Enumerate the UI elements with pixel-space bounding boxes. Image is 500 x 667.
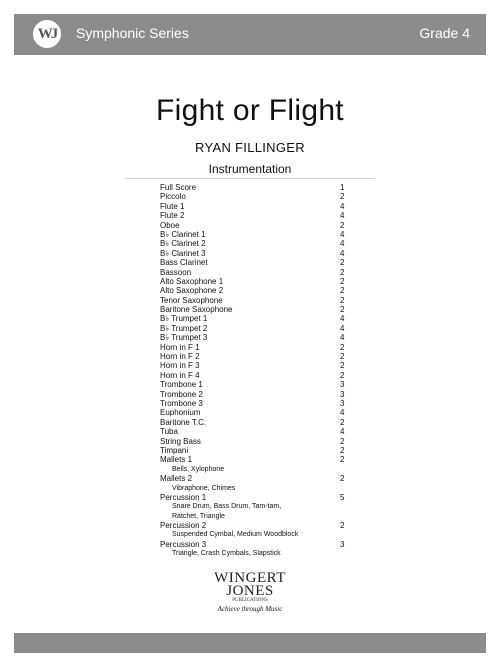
heading-divider: [125, 178, 375, 179]
instrument-name: Full Score: [160, 183, 197, 192]
instrument-row: [160, 268, 350, 277]
instrument-quantity: 4: [340, 201, 345, 211]
instrument-name: B♭ Clarinet 2: [160, 239, 206, 249]
instrument-name: Horn in F 2: [160, 352, 200, 362]
instrument-name: Trombone 1: [160, 380, 203, 390]
instrument-quantity: 4: [340, 333, 345, 343]
instrument-quantity: 5: [340, 492, 345, 502]
instrument-name: Horn in F 1: [160, 342, 200, 352]
instrument-row: [160, 211, 350, 220]
instrument-quantity: 2: [340, 220, 345, 230]
instrument-name: Timpani: [160, 445, 189, 455]
instrument-row: [160, 474, 350, 483]
series-name: Symphonic Series: [76, 25, 189, 41]
instrument-quantity: 4: [340, 211, 345, 221]
instrument-quantity: 4: [340, 239, 345, 249]
instrument-name: Flute 2: [160, 211, 185, 221]
instrument-quantity: 4: [340, 323, 345, 333]
instrument-row: [160, 296, 350, 305]
instrumentation-heading: Instrumentation: [208, 162, 292, 176]
instrument-row: [160, 446, 350, 455]
instrument-quantity: 4: [340, 229, 345, 239]
instrument-quantity: 4: [340, 248, 345, 258]
instrument-row: [160, 314, 350, 323]
instrument-name: Percussion 3: [160, 539, 207, 549]
instrument-quantity: 2: [340, 436, 345, 446]
instrument-name: Tuba: [160, 427, 178, 437]
instrument-name: Tenor Saxophone: [160, 295, 223, 305]
instrument-quantity: 4: [340, 427, 345, 437]
instrument-row: [160, 361, 350, 370]
instrument-row: [160, 324, 350, 333]
instrument-quantity: 2: [340, 258, 345, 268]
instrumentation-list: [160, 183, 350, 559]
publisher-logo: [0, 572, 500, 613]
instrument-row: [160, 521, 350, 530]
instrument-row: [160, 540, 350, 549]
composer-name: RYAN FILLINGER: [195, 140, 305, 155]
instrument-name: Horn in F 4: [160, 370, 200, 380]
instrument-quantity: 3: [340, 389, 345, 399]
instrument-row: [160, 399, 350, 408]
instrument-name: Alto Saxophone 2: [160, 286, 224, 296]
instrument-name: Oboe: [160, 220, 180, 230]
instrument-row: [160, 408, 350, 417]
instrument-row: [160, 455, 350, 464]
publisher-name-line2: JONES: [226, 583, 274, 599]
instrument-name: Percussion 1: [160, 492, 207, 502]
instrument-row: [160, 390, 350, 399]
instrument-name: Baritone T.C.: [160, 417, 207, 427]
instrument-detail: Ratchet, Triangle: [172, 512, 225, 520]
instrument-row: [160, 230, 350, 239]
instrument-quantity: 2: [340, 305, 345, 315]
grade-label: Grade 4: [419, 25, 470, 41]
instrument-detail: Triangle, Crash Cymbals, Slapstick: [172, 550, 281, 558]
instrument-row: [160, 277, 350, 286]
instrument-name: Baritone Saxophone: [160, 305, 233, 315]
instrument-detail: Snare Drum, Bass Drum, Tam-tam,: [172, 503, 282, 511]
instrument-name: B♭ Trumpet 3: [160, 333, 208, 343]
instrument-name: Trombone 2: [160, 389, 203, 399]
series-logo-text: WJ: [37, 25, 57, 42]
instrument-name: Mallets 2: [160, 474, 193, 484]
instrument-name: B♭ Trumpet 1: [160, 314, 208, 324]
instrument-quantity: 2: [340, 267, 345, 277]
instrument-name: Bass Clarinet: [160, 258, 208, 268]
instrument-name: B♭ Trumpet 2: [160, 323, 208, 333]
instrument-name: Horn in F 3: [160, 361, 200, 371]
instrument-row: [160, 418, 350, 427]
piece-title: Fight or Flight: [156, 94, 344, 127]
instrument-quantity: 3: [340, 398, 345, 408]
instrument-quantity: 4: [340, 408, 345, 418]
instrument-detail: Suspended Cymbal, Medium Woodblock: [172, 531, 299, 539]
instrument-name: Mallets 1: [160, 455, 193, 465]
instrument-row: [160, 239, 350, 248]
instrument-name: String Bass: [160, 436, 201, 446]
instrument-row: [160, 380, 350, 389]
instrument-row: [160, 221, 350, 230]
series-logo: [31, 18, 63, 50]
instrument-name: Trombone 3: [160, 398, 203, 408]
instrument-row: [160, 183, 350, 192]
instrument-row: [160, 437, 350, 446]
instrument-quantity: 2: [340, 192, 345, 202]
instrument-row: [160, 305, 350, 314]
instrument-quantity: 2: [340, 286, 345, 296]
instrument-row: [160, 333, 350, 342]
instrument-name: Alto Saxophone 1: [160, 276, 224, 286]
publisher-name-line1: WINGERT: [214, 570, 286, 586]
instrument-name: Flute 1: [160, 201, 185, 211]
instrument-name: Euphonium: [160, 408, 201, 418]
instrument-quantity: 2: [340, 521, 345, 531]
instrument-row: [160, 371, 350, 380]
instrument-quantity: 3: [340, 539, 345, 549]
instrument-row: [160, 427, 350, 436]
instrument-detail: Bells, Xylophone: [172, 465, 225, 473]
instrument-quantity: 4: [340, 314, 345, 324]
instrument-quantity: 2: [340, 455, 345, 465]
instrument-name: Bassoon: [160, 267, 192, 277]
instrument-row: [160, 286, 350, 295]
instrument-row: [160, 249, 350, 258]
publisher-tagline: Achieve through Music: [217, 605, 283, 613]
footer-band: [14, 633, 486, 653]
instrument-quantity: 2: [340, 342, 345, 352]
instrument-detail: Vibraphone, Chimes: [172, 484, 236, 492]
instrument-row: [160, 258, 350, 267]
header-band: [14, 14, 486, 55]
instrument-quantity: 2: [340, 417, 345, 427]
instrument-name: B♭ Clarinet 3: [160, 248, 206, 258]
instrument-row: [160, 202, 350, 211]
instrument-quantity: 1: [340, 183, 345, 192]
instrument-name: B♭ Clarinet 1: [160, 229, 206, 239]
instrument-quantity: 2: [340, 370, 345, 380]
instrument-quantity: 2: [340, 361, 345, 371]
instrument-quantity: 2: [340, 352, 345, 362]
instrument-quantity: 3: [340, 380, 345, 390]
publisher-small-text: PUBLICATIONS: [232, 598, 268, 603]
instrument-quantity: 2: [340, 276, 345, 286]
instrument-row: [160, 493, 350, 502]
instrument-row: [160, 192, 350, 201]
instrument-row: [160, 352, 350, 361]
instrument-quantity: 2: [340, 474, 345, 484]
instrument-row: [160, 343, 350, 352]
instrument-name: Piccolo: [160, 192, 186, 202]
instrument-name: Percussion 2: [160, 521, 207, 531]
instrument-quantity: 2: [340, 295, 345, 305]
instrument-quantity: 2: [340, 445, 345, 455]
